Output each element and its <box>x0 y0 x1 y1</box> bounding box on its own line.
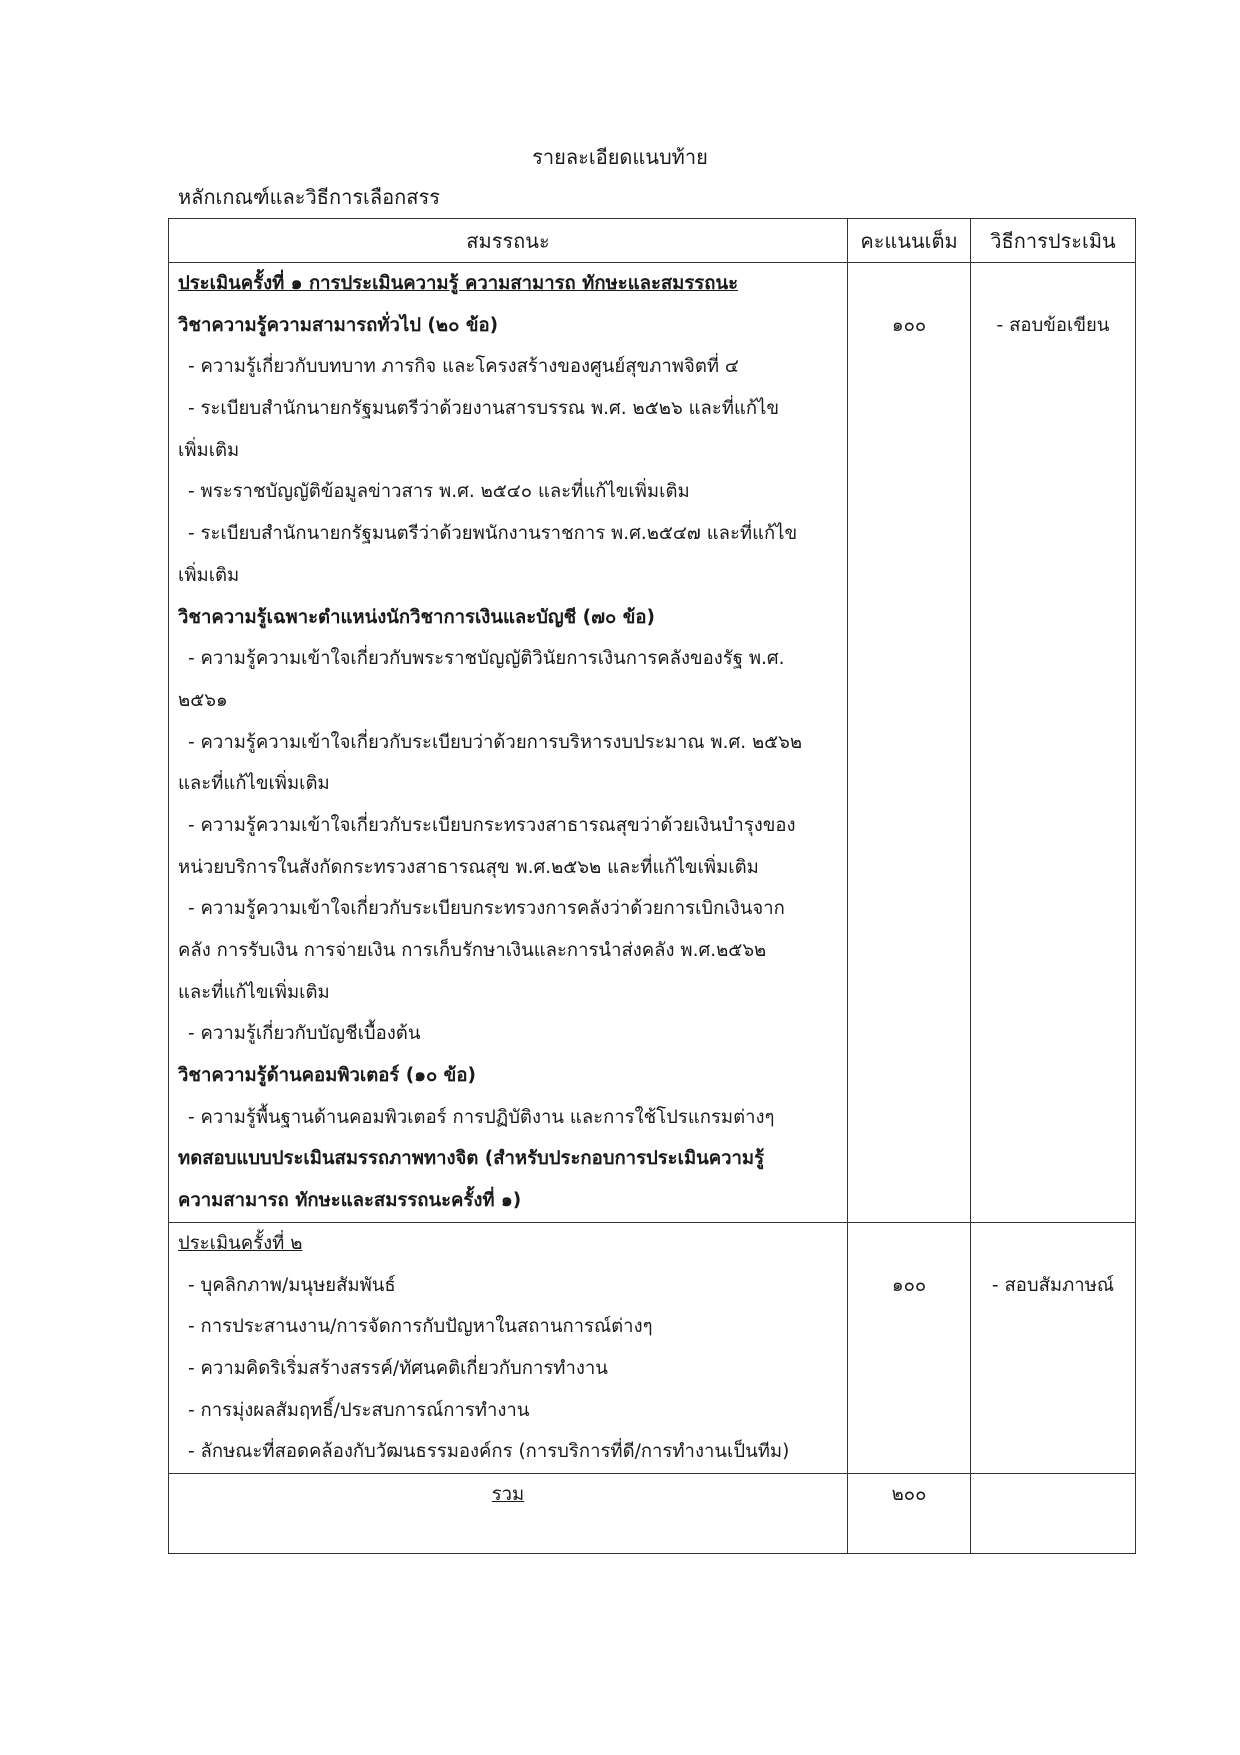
list-item: - บุคลิกภาพ/มนุษยสัมพันธ์ <box>188 1274 396 1296</box>
psych-test-heading-continuation: ความสามารถ ทักษะและสมรรถนะครั้งที่ ๑) <box>178 1190 522 1212</box>
list-item: - การมุ่งผลสัมฤทธิ์/ประสบการณ์การทำงาน <box>188 1399 530 1421</box>
section1-score: ๑๐๐ <box>891 314 927 336</box>
list-item: - ความรู้เกี่ยวกับบทบาท ภารกิจ และโครงสร้างของศูนย์สุขภาพจิตที่ ๔ <box>188 356 739 378</box>
section2-competency-cell <box>169 1222 848 1473</box>
subject-specific-heading: วิชาความรู้เฉพาะตำแหน่งนักวิชาการเงินและบัญชี (๗๐ ข้อ) <box>178 606 655 628</box>
section1-row <box>169 263 1136 1223</box>
section2-heading: ประเมินครั้งที่ ๒ <box>178 1232 303 1254</box>
section2-row <box>169 1222 1136 1473</box>
section1-method-cell <box>971 263 1136 1223</box>
list-item: - ลักษณะที่สอดคล้องกับวัฒนธรรมองค์กร (การบริการที่ดี/การทำงานเป็นทีม) <box>188 1441 790 1463</box>
header-competency: สมรรถนะ <box>169 219 848 263</box>
header-evaluation-method: วิธีการประเมิน <box>971 219 1136 263</box>
list-item: - พระราชบัญญัติข้อมูลข่าวสาร พ.ศ. ๒๕๔๐ และที่แก้ไขเพิ่มเติม <box>188 481 690 503</box>
list-item-continuation: และที่แก้ไขเพิ่มเติม <box>178 981 330 1003</box>
list-item-continuation: หน่วยบริการในสังกัดกระทรวงสาธารณสุข พ.ศ.๒๕๖๒ และที่แก้ไขเพิ่มเติม <box>178 856 759 878</box>
header-full-score: คะแนนเต็ม <box>848 219 971 263</box>
list-item: - ความรู้ความเข้าใจเกี่ยวกับพระราชบัญญัติวินัยการเงินการคลังของรัฐ พ.ศ. <box>188 648 785 670</box>
section2-method-cell <box>971 1222 1136 1473</box>
section2-score: ๑๐๐ <box>891 1274 927 1296</box>
total-score-cell <box>848 1473 971 1553</box>
section1-competency-cell <box>169 263 848 1223</box>
list-item-continuation: เพิ่มเติม <box>178 439 240 461</box>
criteria-table <box>168 218 1136 1554</box>
list-item: - ระเบียบสำนักนายกรัฐมนตรีว่าด้วยงานสารบรรณ พ.ศ. ๒๕๒๖ และที่แก้ไข <box>188 398 780 420</box>
total-method-cell <box>971 1473 1136 1553</box>
list-item-continuation: และที่แก้ไขเพิ่มเติม <box>178 773 330 795</box>
document-title: รายละเอียดแนบท้าย <box>532 145 708 169</box>
table-header-row <box>169 219 1136 263</box>
subject-computer-heading: วิชาความรู้ด้านคอมพิวเตอร์ (๑๐ ข้อ) <box>178 1065 476 1087</box>
list-item-continuation: ๒๕๖๑ <box>178 689 228 711</box>
list-item-continuation: เพิ่มเติม <box>178 564 240 586</box>
list-item: - ความรู้ความเข้าใจเกี่ยวกับระเบียบกระทรวงสาธารณสุขว่าด้วยเงินบำรุงของ <box>188 814 796 836</box>
psych-test-heading: ทดสอบแบบประเมินสมรรถภาพทางจิต (สำหรับประกอบการประเมินความรู้ <box>178 1148 765 1170</box>
section1-heading: ประเมินครั้งที่ ๑ การประเมินความรู้ ความสามารถ ทักษะและสมรรถนะ <box>178 273 739 294</box>
total-label-cell <box>169 1473 848 1553</box>
total-score: ๒๐๐ <box>891 1483 927 1505</box>
document-subtitle: หลักเกณฑ์และวิธีการเลือกสรร <box>178 185 440 209</box>
list-item: - ความรู้พื้นฐานด้านคอมพิวเตอร์ การปฏิบัติงาน และการใช้โปรแกรมต่างๆ <box>188 1106 775 1128</box>
section2-score-cell <box>848 1222 971 1473</box>
subject-general-heading: วิชาความรู้ความสามารถทั่วไป (๒๐ ข้อ) <box>178 314 499 336</box>
section2-method: - สอบสัมภาษณ์ <box>991 1274 1115 1296</box>
list-item: - ความรู้ความเข้าใจเกี่ยวกับระเบียบกระทรวงการคลังว่าด้วยการเบิกเงินจาก <box>188 898 785 920</box>
list-item: - ความคิดริเริ่มสร้างสรรค์/ทัศนคติเกี่ยวกับการทำงาน <box>188 1357 608 1379</box>
list-item: - ความรู้ความเข้าใจเกี่ยวกับระเบียบว่าด้วยการบริหารงบประมาณ พ.ศ. ๒๕๖๒ <box>188 731 803 753</box>
list-item-continuation: คลัง การรับเงิน การจ่ายเงิน การเก็บรักษาเงินและการนำส่งคลัง พ.ศ.๒๕๖๒ <box>178 940 767 961</box>
section1-method: - สอบข้อเขียน <box>996 314 1110 336</box>
list-item: - ระเบียบสำนักนายกรัฐมนตรีว่าด้วยพนักงานราชการ พ.ศ.๒๕๔๗ และที่แก้ไข <box>188 523 798 545</box>
list-item: - การประสานงาน/การจัดการกับปัญหาในสถานการณ์ต่างๆ <box>188 1316 653 1338</box>
total-row <box>169 1473 1136 1553</box>
total-label: รวม <box>491 1483 525 1505</box>
section1-score-cell <box>848 263 971 1223</box>
list-item: - ความรู้เกี่ยวกับบัญชีเบื้องต้น <box>188 1023 421 1045</box>
